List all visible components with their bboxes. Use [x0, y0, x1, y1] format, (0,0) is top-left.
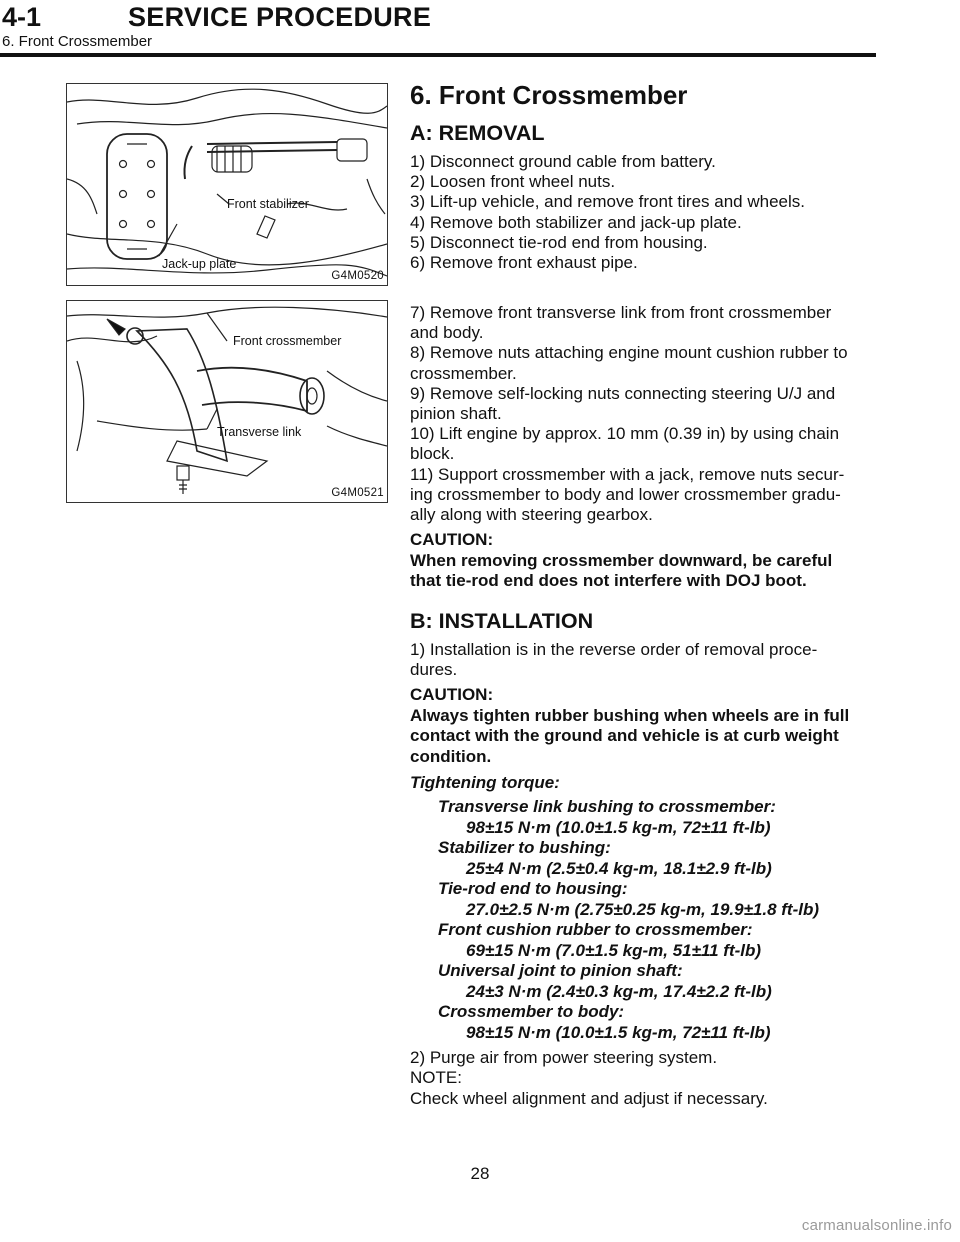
page-title: 6. Front Crossmember: [410, 80, 688, 110]
figure-label: G4M0521: [331, 487, 384, 499]
caution-label: CAUTION:: [410, 685, 494, 705]
page-header: [0, 0, 960, 60]
removal-heading: A: REMOVAL: [410, 121, 545, 145]
list-item: 8) Remove nuts attaching engine mount cushion rubber to: [410, 343, 848, 363]
list-item: 2) Loosen front wheel nuts.: [410, 172, 616, 192]
list-item: 5) Disconnect tie-rod end from housing.: [410, 232, 708, 252]
torque-label: Crossmember to body:: [438, 1002, 625, 1022]
caution-text: When removing crossmember downward, be careful: [410, 550, 833, 570]
torque-heading: Tightening torque:: [410, 773, 560, 793]
watermark: carmanualsonline.info: [801, 1217, 952, 1234]
figure-front-stabilizer: [66, 83, 388, 286]
torque-label: Front cushion rubber to crossmember:: [438, 920, 753, 940]
removal-section: [410, 80, 880, 273]
header-rule: [0, 53, 876, 57]
list-item: crossmember.: [410, 363, 517, 383]
section-title: SERVICE PROCEDURE: [128, 2, 432, 32]
callout-transverse-link: Transverse link: [217, 425, 302, 439]
list-item: pinion shaft.: [410, 404, 502, 424]
torque-value: 27.0±2.5 N·m (2.75±0.25 kg-m, 19.9±1.8 ft-lb): [466, 899, 820, 919]
list-item: 11) Support crossmember with a jack, remove nuts secur-: [410, 464, 845, 484]
list-item: 7) Remove front transverse link from front crossmember: [410, 303, 832, 322]
caution-text: Always tighten rubber bushing when wheels are in full: [410, 705, 850, 725]
list-item: 1) Installation is in the reverse order of removal proce-: [410, 639, 818, 659]
list-item: block.: [410, 444, 455, 464]
torque-label: Transverse link bushing to crossmember:: [438, 797, 776, 817]
torque-value: 24±3 N·m (2.4±0.3 kg-m, 17.4±2.2 ft-lb): [466, 981, 772, 1001]
torque-value: 98±15 N·m (10.0±1.5 kg-m, 72±11 ft-lb): [466, 817, 771, 837]
list-item: ally along with steering gearbox.: [410, 505, 653, 525]
list-item: 6) Remove front exhaust pipe.: [410, 253, 638, 273]
note-label: NOTE:: [410, 1068, 462, 1088]
section-subtitle: 6. Front Crossmember: [2, 33, 153, 50]
list-item: 4) Remove both stabilizer and jack-up plate.: [410, 212, 742, 232]
list-item: 10) Lift engine by approx. 10 mm (0.39 in) by using chain: [410, 424, 840, 444]
list-item: 9) Remove self-locking nuts connecting steering U/J and: [410, 383, 836, 403]
list-item: and body.: [410, 323, 484, 343]
page-number: 28: [470, 1164, 490, 1183]
caution-label: CAUTION:: [410, 530, 494, 550]
caution-text: contact with the ground and vehicle is at curb weight: [410, 726, 839, 746]
callout-jack-up-plate: Jack-up plate: [162, 257, 237, 271]
figure-illustration: [67, 301, 387, 502]
callout-front-crossmember: Front crossmember: [233, 334, 342, 348]
installation-heading: B: INSTALLATION: [410, 608, 594, 633]
torque-label: Stabilizer to bushing:: [438, 838, 611, 858]
list-item: 1) Disconnect ground cable from battery.: [410, 152, 716, 171]
list-item: dures.: [410, 659, 458, 679]
list-item: 3) Lift-up vehicle, and remove front tires and wheels.: [410, 192, 805, 212]
caution-text: condition.: [410, 746, 492, 766]
torque-value: 25±4 N·m (2.5±0.4 kg-m, 18.1±2.9 ft-lb): [466, 858, 772, 878]
figure-label: G4M0520: [331, 270, 384, 282]
figure-front-crossmember: [66, 300, 388, 503]
torque-value: 98±15 N·m (10.0±1.5 kg-m, 72±11 ft-lb): [466, 1022, 771, 1042]
list-item: 2) Purge air from power steering system.: [410, 1048, 718, 1068]
torque-label: Universal joint to pinion shaft:: [438, 961, 683, 981]
caution-text: that tie-rod end does not interfere with DOJ boot.: [410, 571, 807, 591]
note-text: Check wheel alignment and adjust if necessary.: [410, 1088, 768, 1108]
callout-front-stabilizer: Front stabilizer: [227, 197, 309, 211]
list-item: ing crossmember to body and lower crossmember gradu-: [410, 484, 841, 504]
figure-illustration: [67, 84, 387, 285]
section-number: 4-1: [2, 2, 42, 32]
removal-section-continued: [410, 303, 880, 1109]
torque-label: Tie-rod end to housing:: [438, 879, 628, 899]
torque-value: 69±15 N·m (7.0±1.5 kg-m, 51±11 ft-lb): [466, 940, 762, 960]
